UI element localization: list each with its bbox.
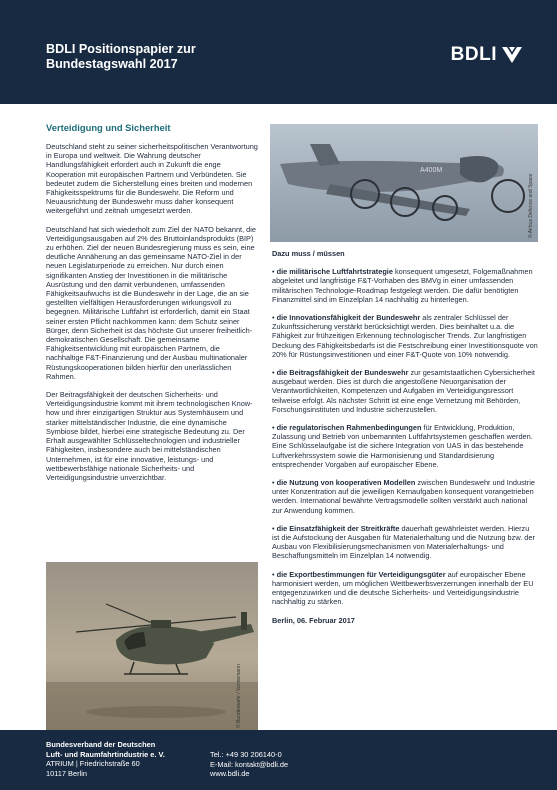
bullet-icon: • [272, 368, 275, 378]
org-name-line-1: Bundesverband der Deutschen [46, 740, 156, 749]
requirement-text: als zentraler Schlüssel der Zukunftssicherung verstärkt berücksichtigt werden. Dies beinhaltet u.a. die Fähigkeit zur frühzeitigen Erkennung technologischer Trends. Zur langfristigen Deckung des Fähigkeitsbedarfs ist die Festschreibung einer Investitionsquote von 20% für Rüstungsinvestitionen und einer F&T-Quote von 10% notwendig. [272, 313, 538, 359]
document-title-line-1: BDLI Positionspapier zur [46, 42, 196, 56]
requirement-item [272, 478, 538, 515]
requirement-text: dauerhaft gewährleistet werden. Hierzu ist die Aufstockung der Ausgaben für Materialerhaltung und die Nutzung bzw. der Ausbau von Flexibilisierungsmechanismen von Materialerhaltungs- und Beschaffungsmitteln im Einzelplan 14 notwendig. [272, 523, 535, 561]
requirements-heading: Dazu muss / müssen [272, 249, 345, 258]
requirement-lead: die Innovationsfähigkeit der Bundeswehr [276, 313, 421, 323]
helicopter-photo [46, 562, 258, 734]
left-column [46, 122, 258, 491]
paragraph-1: Deutschland steht zu seiner sicherheitspolitischen Verantwortung in Europa und weltweit. Die Wahrung deutscher Handlungsfähigkeit erfordert auch in Zukunft die enge Kooperation mit europäischen Partnern und Verbündeten. Sie bedeutet zudem die Sicherstellung eines breiten und modernen Fähigkeitsspektrums für die Bundeswehr. Die Reform und Neuausrichtung der Bundeswehr muss daher konsequent weitergeführt und zeitnah umgesetzt werden. [46, 142, 258, 216]
requirement-lead: die Einsatzfähigkeit der Streitkräfte [276, 523, 400, 533]
requirement-item [272, 368, 538, 414]
requirement-text: auf europäischer Ebene harmonisiert werden, um möglichen Wettbewerbsverzerrungen innerhalb der EU entgegenzuwirken und die deutsche Sicherheits- und Verteidigungsindustrie nachhaltig zu stärken. [272, 569, 534, 607]
bullet-icon: • [272, 423, 275, 433]
address-line-1: ATRIUM | Friedrichstraße 60 [46, 759, 140, 769]
footer-contact [210, 750, 288, 779]
requirement-text: konsequent umgesetzt, Folgemaßnahmen abgeleitet und langfristige F&T-Vorhaben des BMVg in einer umfassenden militärischen Technologie-Roadmap festgelegt werden. Die dafür benötigten Finanzmittel sind im Einzelplan 14 nachhaltig zu hinterlegen. [272, 267, 533, 304]
footer-address [46, 740, 165, 778]
section-title: Verteidigung und Sicherheit [46, 122, 171, 133]
logo-chevron-icon [501, 45, 523, 65]
page-content [0, 104, 557, 730]
document-title [46, 42, 196, 72]
aircraft-photo-credit: © Airbus Defence and Space [528, 173, 534, 238]
right-column [272, 249, 538, 625]
logo-wordmark: BDLI [450, 44, 497, 65]
paragraph-2: Deutschland hat sich wiederholt zum Ziel der NATO bekannt, die Verteidigungsausgaben auf 2% des Bruttoinlandsprodukts (BIP) zu erhöhen. Ziel der neuen Bundesregierung muss es sein, eine deutliche Annäherung an das gemeinsame NATO-Ziel in der neuen Legislaturperiode zu erreichen. Nur durch einen signifikanten Anstieg der Investitionen in die militärische Ausrüstung und den damit verbundenen, umfassenden Fähigkeitsaufwuchs ist die Bundeswehr in der Lage, die an sie gestellten vielfältigen Herausforderungen wirkungsvoll zu begegnen. Militärische Luftfahrt ist erforderlich, damit ein Staat seiner ersten Pflicht nachkommen kann: dem Schutz seiner Bürger, denn Sicherheit ist das höchste Gut unserer freiheitlich-demokratischen Gesellschaft. Die gemeinsame Fähigkeitsentwicklung mit europäischen Partnern, die nachhaltige F&T-Finanzierung und der Ausbau multinationaler Rüstungskooperationen bilden hierfür den unerlässlichen Rahmen. [46, 224, 256, 381]
requirement-text: zur gesamtstaatlichen Cybersicherheit ausgebaut werden. Dies ist durch die angestoßene Neuorganisation der Verantwortlichkeiten, Kompetenzen und Aufgaben im Verteidigungsressort teilweise erfolgt. Als nächster Schritt ist eine enge Vernetzung mit Behörden, Forschungsinstituten und Industrie sicherzustellen. [272, 368, 535, 414]
helicopter-photo-credit: © Bundeswehr / Vennemann [236, 664, 242, 728]
requirement-lead: die Exportbestimmungen für Verteidigungsgüter [276, 569, 446, 579]
requirement-item [272, 313, 538, 359]
bullet-icon: • [272, 313, 275, 323]
paragraph-3: Der Beitragsfähigkeit der deutschen Sicherheits- und Verteidigungsindustrie kommt mit ihrem technologischen Know-how und ihrer einzigartigen Struktur aus Systemhäusern und starker mittelständischer Industrie, die eine dynamische Symbiose bildet, hierbei eine strategische Bedeutung zu. Der Erhalt ausgewählter Schlüsseltechnologien und industrieller Fähigkeiten, insbesondere auch bei mittelständischen Unternehmen, ist für eine innovative, leistungs- und wettbewerbsfähige nationale Sicherheits- und Verteidigungsindustrie unverzichtbar. [46, 390, 253, 482]
bullet-icon: • [272, 569, 275, 579]
requirement-text: zwischen Bundeswehr und Industrie unter Konzentration auf die jeweiligen Kernaufgaben konsequent vorangetrieben werden. International bewährte Vertragsmodelle sollten verstärkt auch national zur Anwendung kommen. [272, 478, 535, 515]
aircraft-illustration [270, 124, 538, 242]
footer-bar [0, 730, 557, 790]
bdli-logo [451, 44, 523, 66]
aircraft-photo [270, 124, 538, 242]
requirement-item [272, 570, 538, 607]
bullet-icon: • [272, 267, 275, 277]
requirement-text: für Entwicklung, Produktion, Zulassung und Betrieb von unbemannten Luftfahrtsystemen geschaffen werden. Eine Schlüsselaufgabe ist die sichere Integration von UAS in das bestehende Luftverkehrssystem sowie die Harmonisierung und Standardisierung entsprechender Vorgaben auf europäischer Ebene. [272, 423, 533, 469]
requirement-lead: die Beitragsfähigkeit der Bundeswehr [276, 368, 409, 378]
document-title-line-2: Bundestagswahl 2017 [46, 57, 178, 71]
requirement-lead: die regulatorischen Rahmenbedingungen [276, 423, 422, 433]
requirement-item [272, 267, 538, 304]
bullet-icon: • [272, 523, 275, 533]
address-line-2: 10117 Berlin [46, 768, 87, 778]
bullet-icon: • [272, 478, 275, 488]
phone-number: Tel.: +49 30 206140-0 [210, 750, 282, 759]
helicopter-illustration [46, 562, 258, 734]
requirement-item [272, 423, 538, 469]
website-link[interactable]: www.bdli.de [210, 769, 250, 779]
requirement-item [272, 524, 538, 561]
email-link[interactable]: E-Mail: kontakt@bdli.de [210, 759, 289, 769]
requirement-lead: die militärische Luftfahrtstrategie [276, 267, 393, 277]
requirement-lead: die Nutzung von kooperativen Modellen [276, 478, 416, 488]
header-bar [0, 0, 557, 104]
org-name-line-2: Luft- und Raumfahrtindustrie e. V. [46, 749, 165, 759]
aircraft-tail-text: A400M [420, 167, 443, 174]
dateline: Berlin, 06. Februar 2017 [272, 615, 355, 625]
